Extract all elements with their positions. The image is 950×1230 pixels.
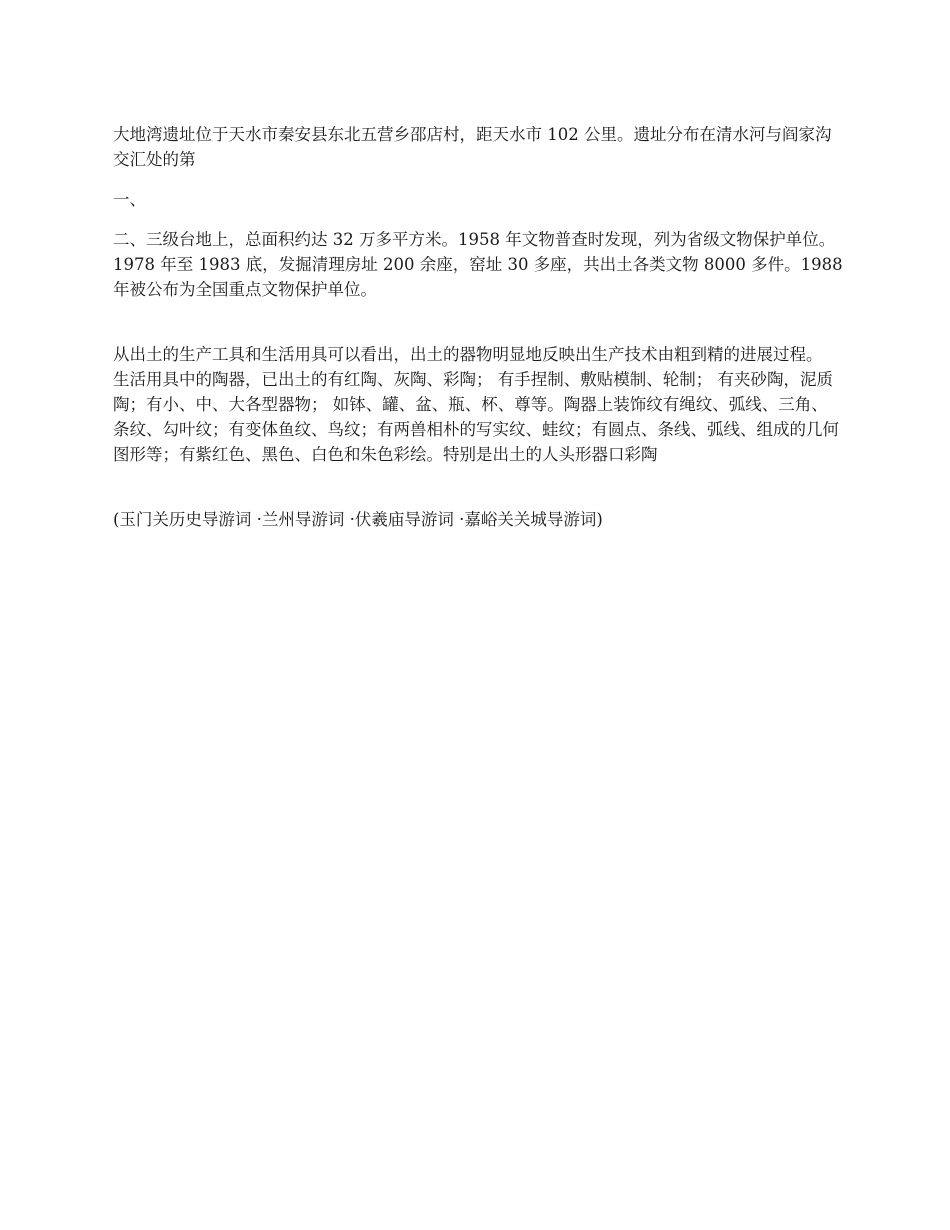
paragraph-fragment: 一、 <box>113 190 146 209</box>
paragraph-artifacts: 从出土的生产工具和生活用具可以看出，出土的器物明显地反映出生产技术由粗到精的进展过程。 生活用具中的陶器，已出土的有红陶、灰陶、彩陶； 有手捏制、敷贴模制、轮制； 有夹砂陶，泥质陶；有小、中、大各型器物； 如钵、罐、盆、瓶、杯、尊等。陶器上装饰纹有绳纹、弧线、三角、条纹、勾叶纹；有变体鱼纹、鸟纹；有两兽相朴的写实纹、蛙纹；有圆点、条线、弧线、组成的几何图形等；有紫红色、黑色、白色和朱色彩绘。特别是出土的人头形器口彩陶 <box>113 345 839 464</box>
paragraph-spacer <box>113 302 843 342</box>
paragraph-related-links: (玉门关历史导游词 ·兰州导游词 ·伏羲庙导游词 ·嘉峪关关城导游词) <box>113 510 603 529</box>
document-body <box>113 122 843 532</box>
paragraph-spacer <box>113 212 843 227</box>
paragraph-spacer <box>113 172 843 187</box>
paragraph-location: 大地湾遗址位于天水市秦安县东北五营乡邵店村，距天水市 102 公里。遗址分布在清水河与阎家沟交汇处的第 <box>113 125 832 169</box>
paragraph-spacer <box>113 467 843 507</box>
paragraph-site-history: 二、三级台地上，总面积约达 32 万多平方米。1958 年文物普查时发现，列为省级文物保护单位。1978 年至 1983 底，发掘清理房址 200 余座，窑址 30 多座，共出土各类文物 8000 多件。1988 年被公布为全国重点文物保护单位。 <box>113 230 843 299</box>
